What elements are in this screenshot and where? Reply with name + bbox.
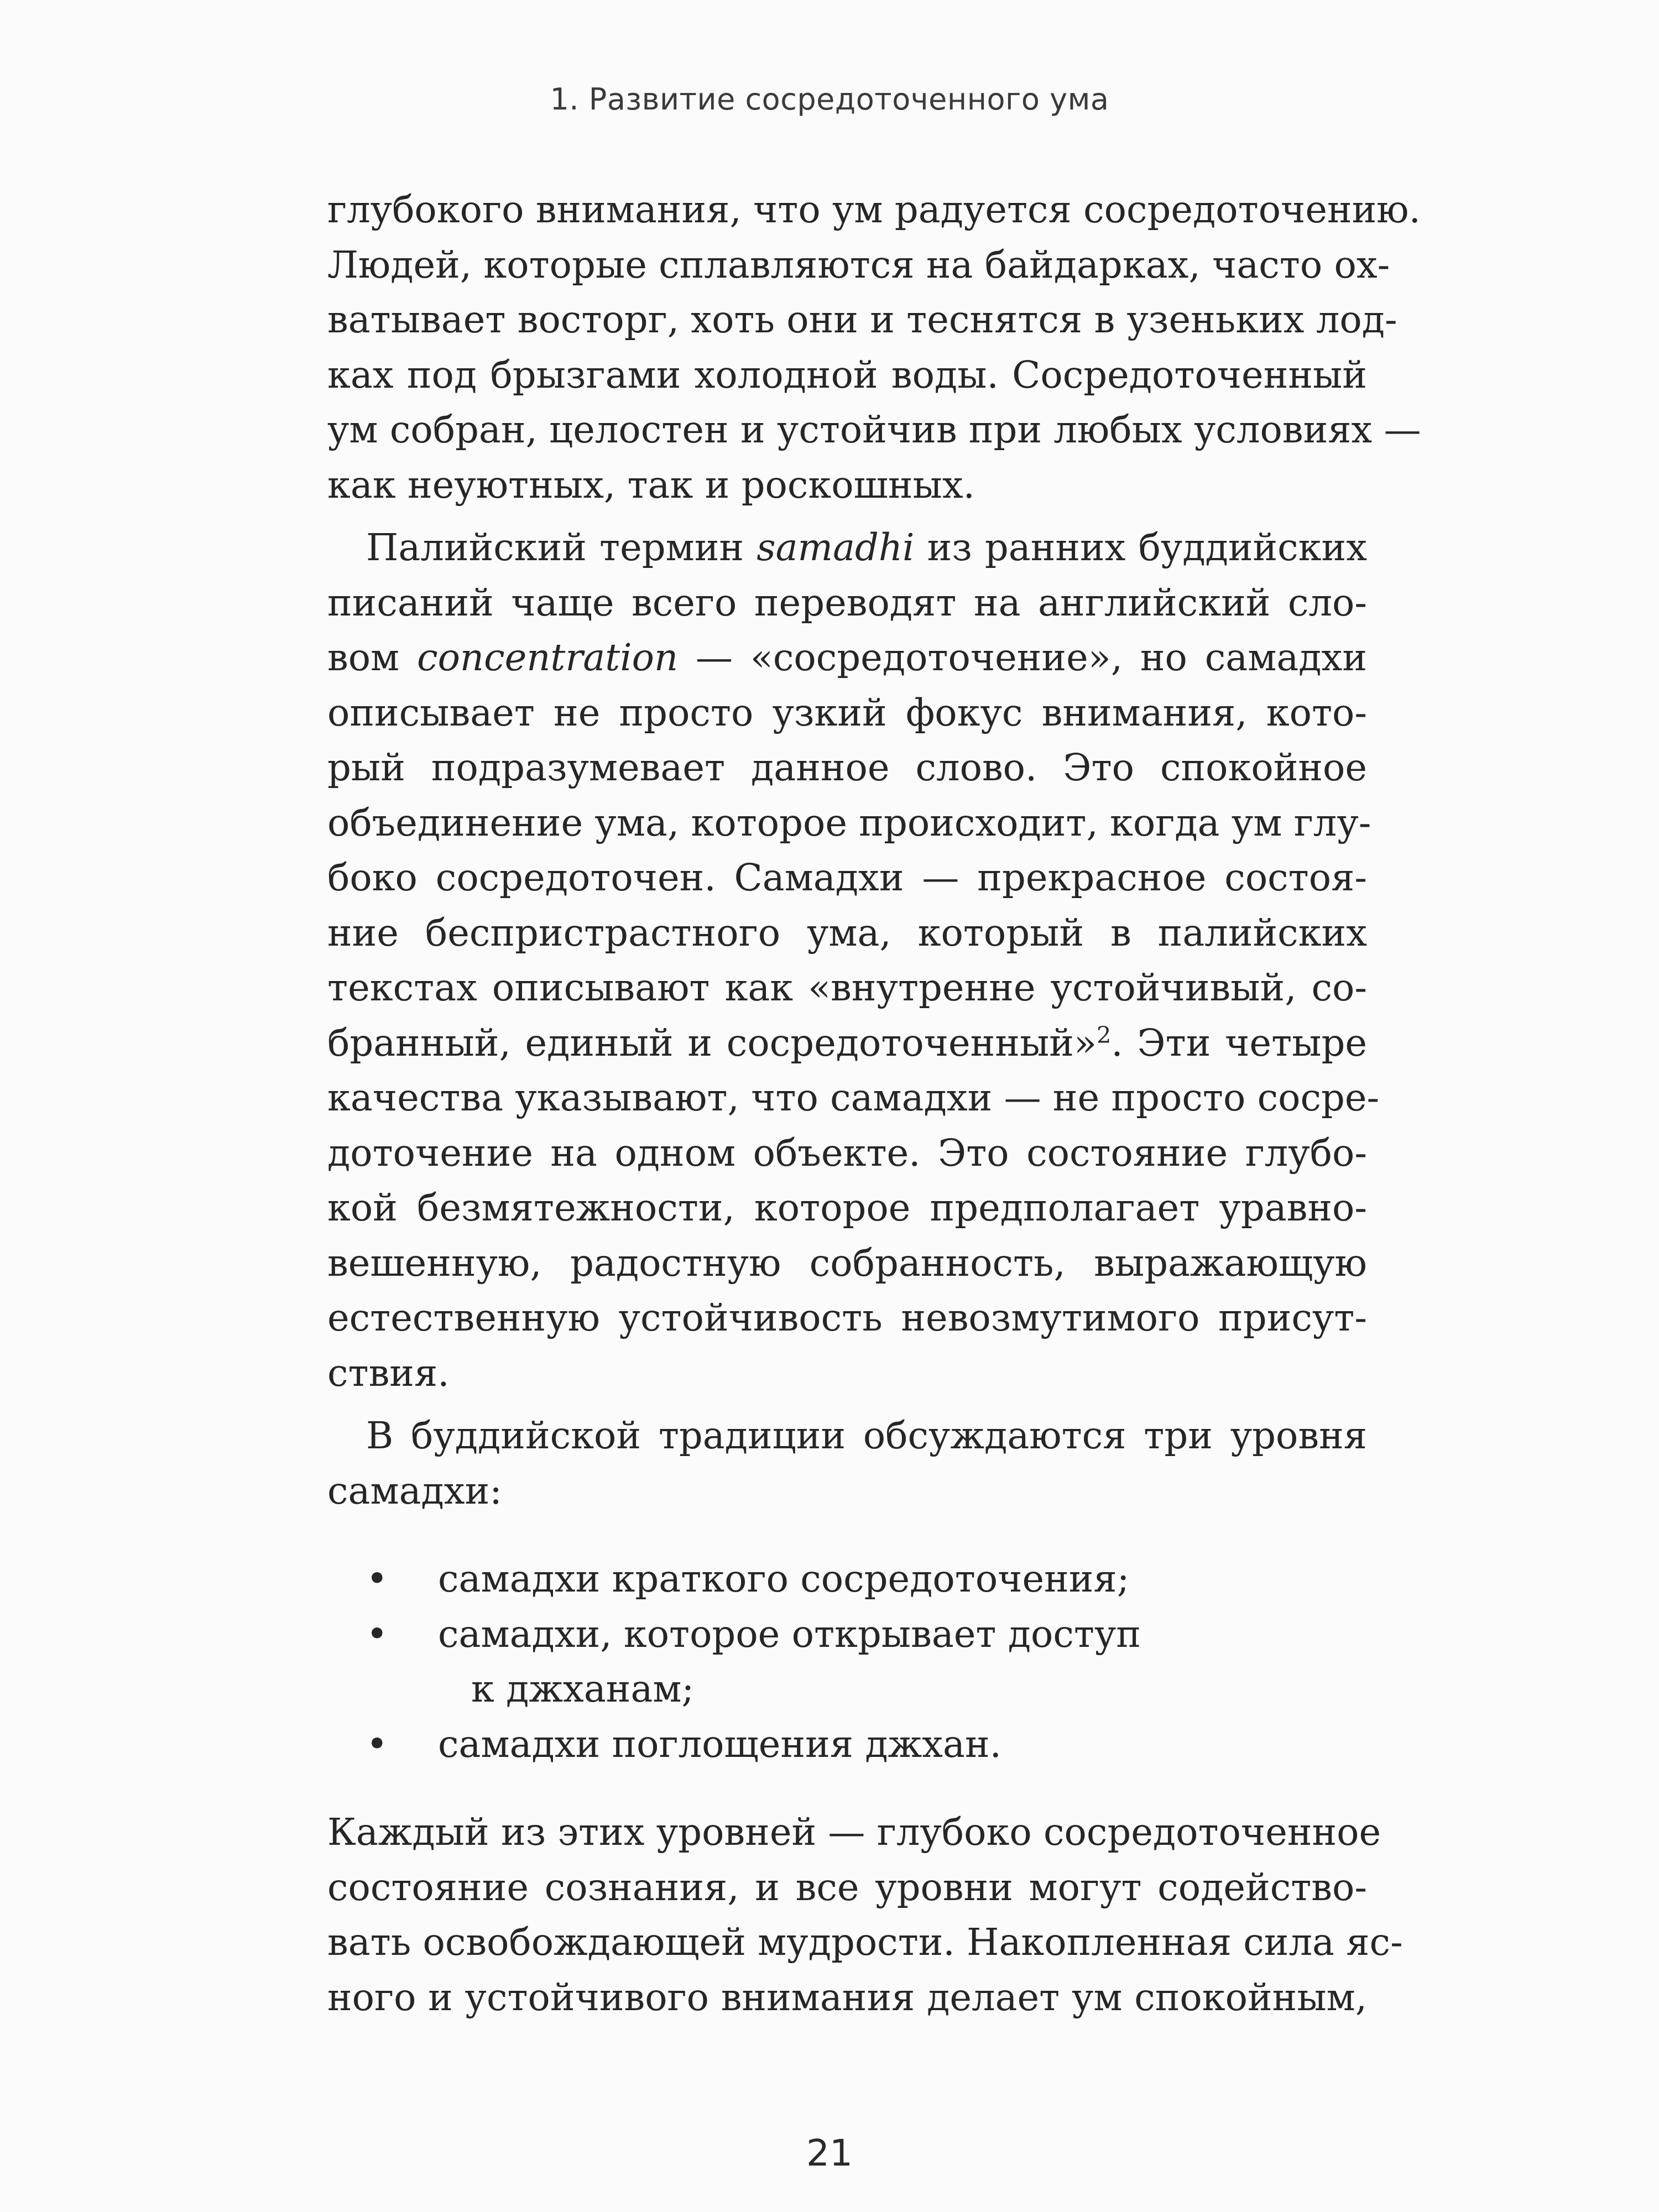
list-item-continuation: к джханам; bbox=[471, 1667, 695, 1710]
text-line: бранный, единый и сосредоточенный»$^2$. Эти четыре bbox=[327, 1021, 1368, 1065]
text-line: боко сосредоточен. Самадхи — прекрасное состоя- bbox=[327, 856, 1367, 899]
running-head: 1. Развитие сосредоточенного ума bbox=[550, 82, 1109, 117]
term-concentration: concentration bbox=[417, 636, 679, 679]
text-line: Людей, которые сплавляются на байдарках, часто ох- bbox=[327, 243, 1390, 286]
bullet-icon: • bbox=[366, 1612, 388, 1656]
text-line: ного и устойчивого внимания делает ум спокойным, bbox=[327, 1975, 1367, 2019]
bullet-icon: • bbox=[366, 1722, 388, 1766]
body-text bbox=[327, 182, 1421, 2025]
paragraph-2 bbox=[327, 520, 1380, 1401]
text-line: самадхи: bbox=[327, 1469, 502, 1512]
text-line: доточение на одном объекте. Это состояние глубо- bbox=[327, 1131, 1367, 1175]
list-item: • самадхи поглощения джхан. bbox=[327, 1717, 1367, 1772]
paragraph-1 bbox=[327, 182, 1421, 513]
text-line: вом concentration — «сосредоточение», но самадхи bbox=[327, 636, 1367, 679]
paragraph-3 bbox=[327, 1408, 1367, 1519]
text-line: вешенную, радостную собранность, выражающую bbox=[327, 1241, 1367, 1285]
text-line: объединение ума, которое происходит, когда ум глу- bbox=[327, 801, 1371, 844]
list-item: • самадхи краткого сосредоточения; bbox=[327, 1552, 1367, 1607]
text-line: В буддийской традиции обсуждаются три уровня bbox=[366, 1414, 1367, 1457]
text-line: Палийский термин samadhi из ранних буддийских bbox=[366, 526, 1367, 569]
text-line: писаний чаще всего переводят на английский сло- bbox=[327, 581, 1367, 624]
text-line: описывает не просто узкий фокус внимания, кото- bbox=[327, 691, 1367, 734]
text-line: качества указывают, что самадхи — не просто сосре- bbox=[327, 1076, 1380, 1119]
text-line: состояние сознания, и все уровни могут содейство- bbox=[327, 1865, 1367, 1909]
text-line: как неуютных, так и роскошных. bbox=[327, 463, 975, 507]
text-line: ствия. bbox=[327, 1351, 450, 1395]
text-line: ние беспристрастного ума, который в палийских bbox=[327, 911, 1367, 954]
paragraph-4 bbox=[327, 1805, 1403, 2025]
text-line: рый подразумевает данное слово. Это спокойное bbox=[327, 746, 1367, 789]
text-line: кой безмятежности, которое предполагает уравно- bbox=[327, 1186, 1367, 1229]
levels-list bbox=[327, 1552, 1367, 1772]
page-number: 21 bbox=[806, 2132, 853, 2174]
text-line: естественную устойчивость невозмутимого присут- bbox=[327, 1296, 1367, 1339]
text-line: ках под брызгами холодной воды. Сосредоточенный bbox=[327, 353, 1367, 397]
term-samadhi: samadhi bbox=[757, 526, 915, 569]
footnote-marker[interactable]: 2 bbox=[1096, 1021, 1112, 1048]
list-item: • самадхи, которое открывает доступ bbox=[327, 1607, 1367, 1662]
text-line: текстах описывают как «внутренне устойчивый, со- bbox=[327, 966, 1367, 1009]
text-line: Каждый из этих уровней — глубоко сосредоточенное bbox=[327, 1811, 1381, 1854]
text-line: глубокого внимания, что ум радуется сосредоточению. bbox=[327, 188, 1421, 231]
text-line: вать освобождающей мудрости. Накопленная сила яс- bbox=[327, 1921, 1403, 1964]
text-line: ватывает восторг, хоть они и теснятся в узеньких лод- bbox=[327, 298, 1397, 341]
bullet-icon: • bbox=[366, 1557, 388, 1600]
text-line: ум собран, целостен и устойчив при любых условиях — bbox=[327, 408, 1421, 451]
